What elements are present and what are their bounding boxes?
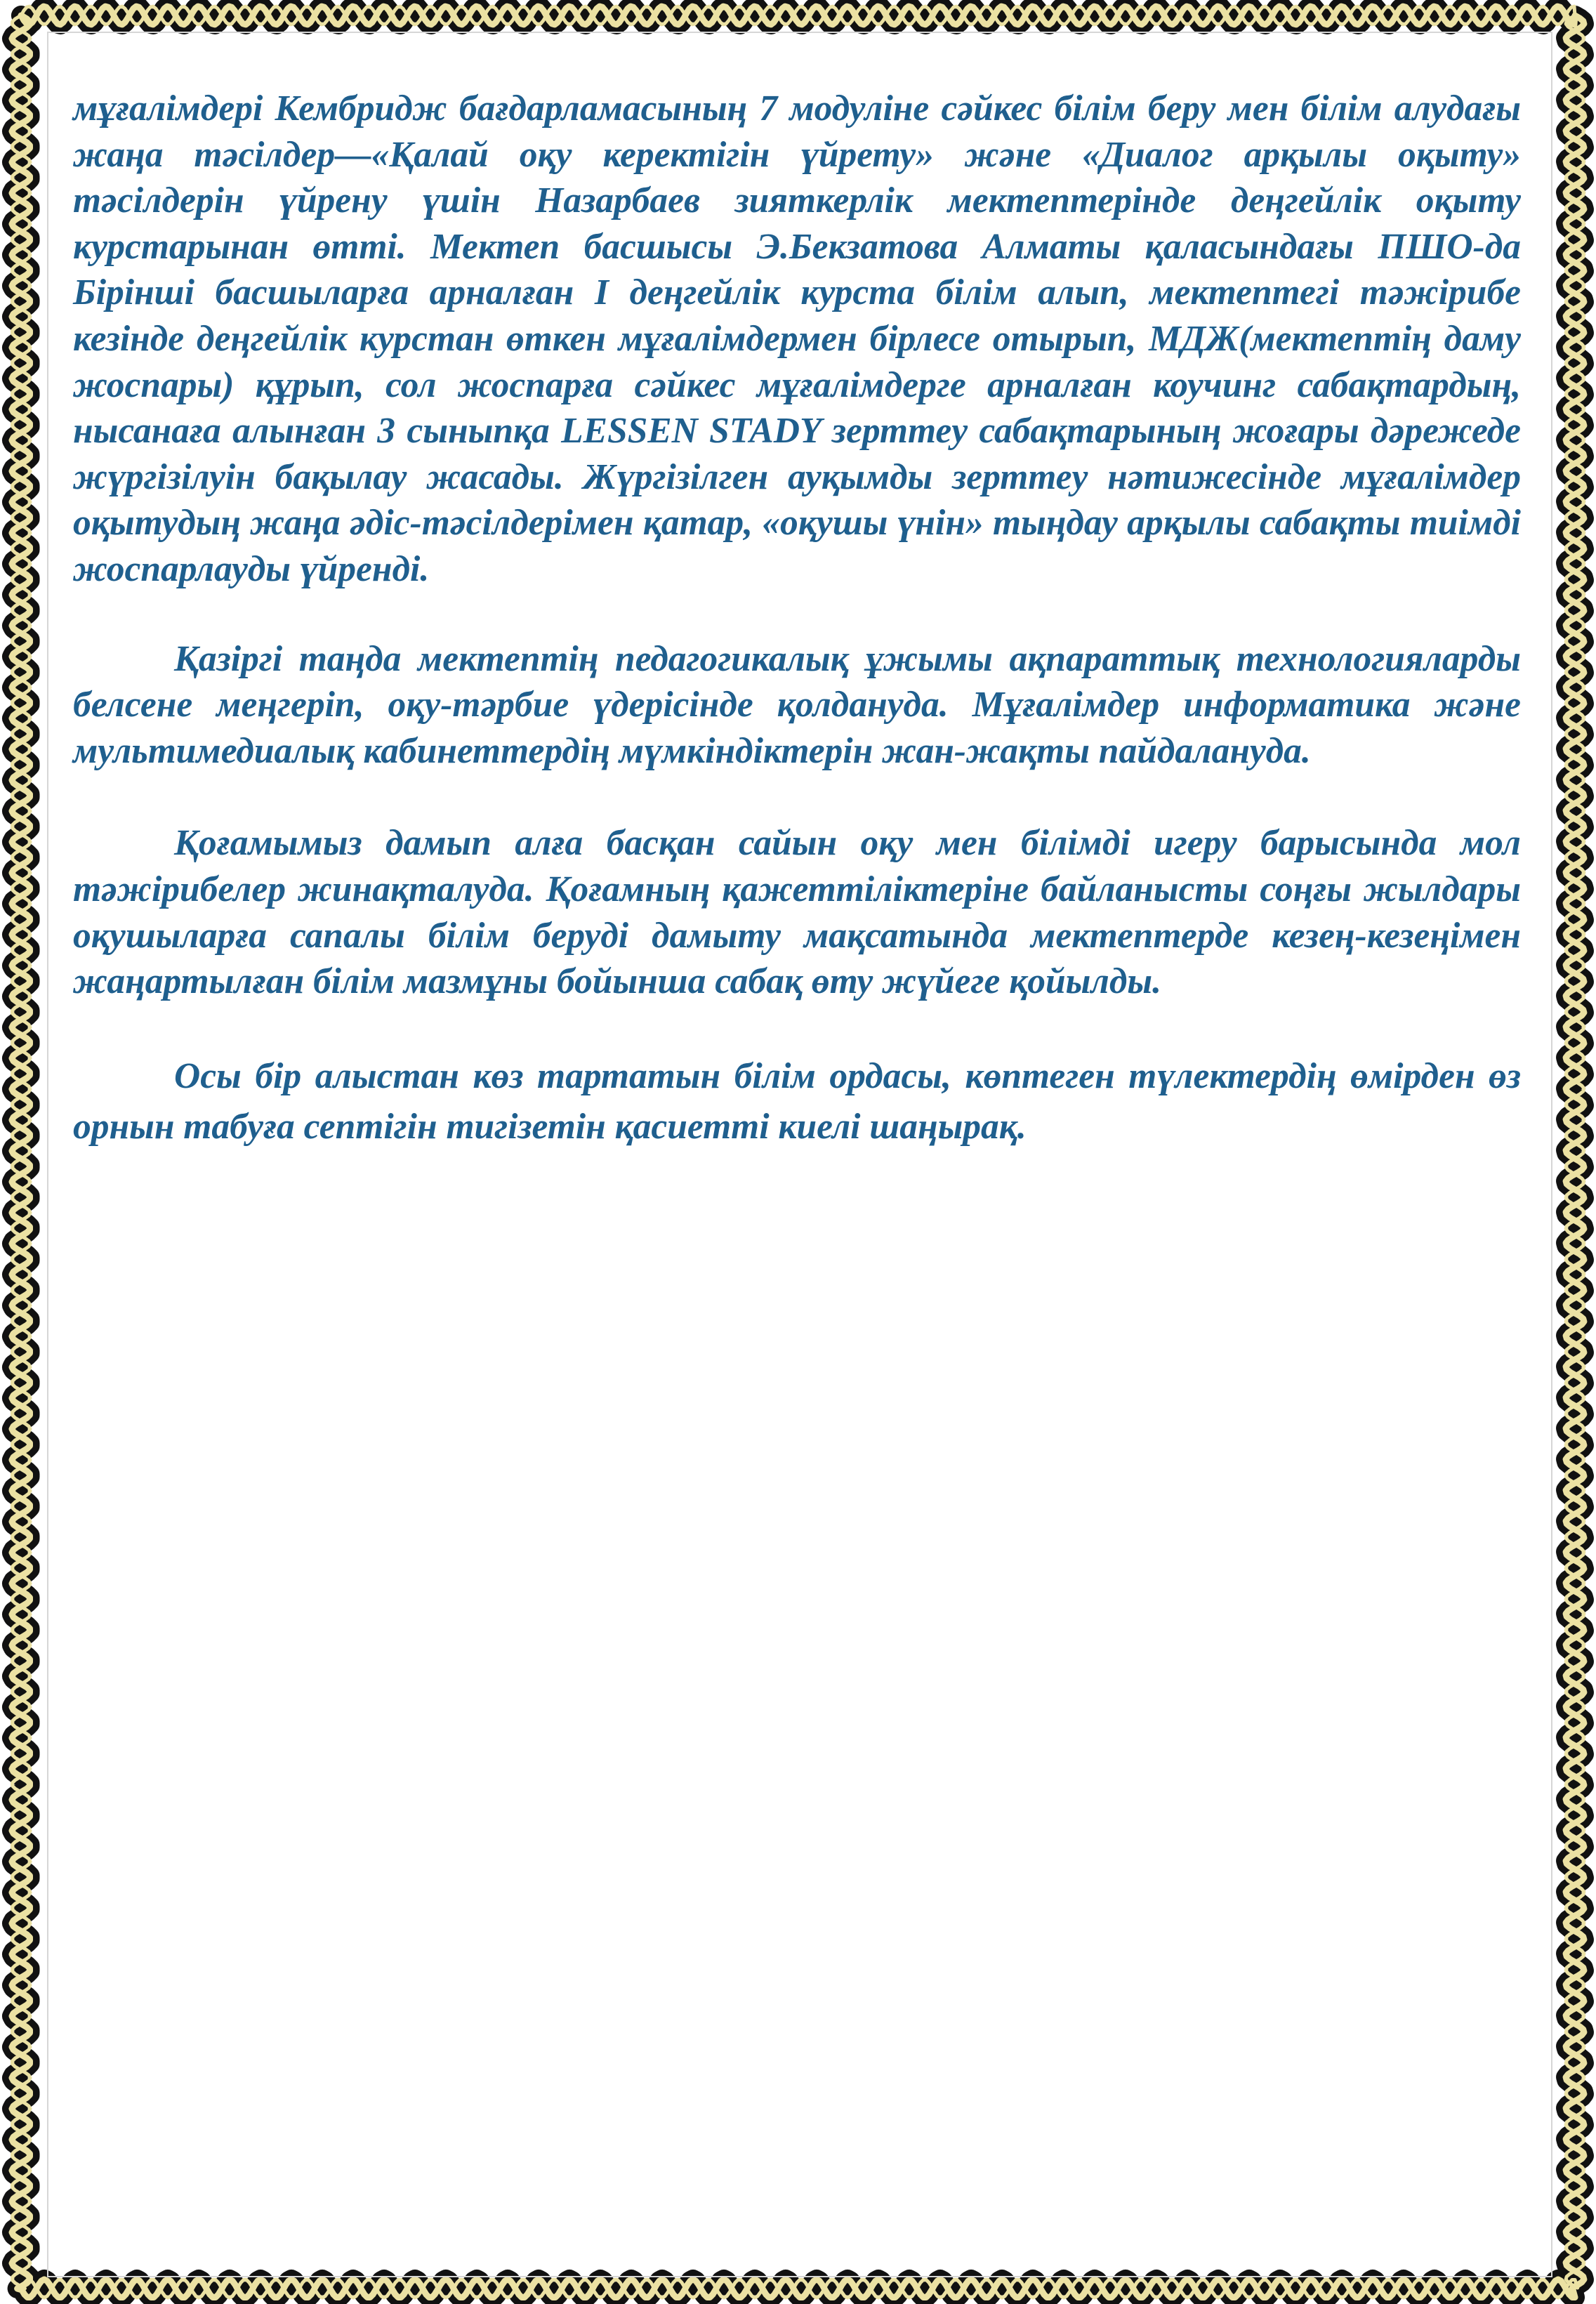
paragraph-2: Қазіргі таңда мектептің педагогикалық ұжымы ақпараттық технологияларды белсене меңгеріп, оқу-тәрбие үдерісінде қолдануда. Мұғалімдер информатика және мультимедиалық кабинеттердің мүмкіндіктерін жан-жақты пайдалануда. xyxy=(73,638,1521,771)
paragraph-3: Қоғамымыз дамып алға басқан сайын оқу мен білімді игеру барысында мол тәжірибелер жинақталуда. Қоғамның қажеттіліктеріне байланысты соңғы жылдары оқушыларға сапалы білім беруді дамыту мақсатында мектептерде кезең-кезеңімен жаңартылған білім мазмұны бойынша сабақ өту жүйеге қойылды. xyxy=(73,823,1521,1002)
paragraph-1: мұғалімдері Кембридж бағдарламасының 7 модуліне сәйкес білім беру мен білім алудағы жаңа тәсілдер—«Қалай оқу керектігін үйрету» және «Диалог арқылы оқыту» тәсілдерін үйрену үшін Назарбаев зияткерлік мектептерінде деңгейлік оқыту курстарынан өтті. Мектеп басшысы Э.Бекзатова Алматы қаласындағы ПШО-да Бірінші басшыларға арналған І деңгейлік курста білім алып, мектептегі тәжірибе кезінде деңгейлік курстан өткен мұғалімдермен бірлесе отырып, МДЖ(мектептің даму жоспары) құрып, сол жоспарға сәйкес мұғалімдерге арналған коучинг сабақтардың, нысанаға алынған 3 сыныпқа LESSEN STADY зерттеу сабақтарының жоғары дәрежеде жүргізілуін бақылау жасады. Жүргізілген ауқымды зерттеу нәтижесінде мұғалімдер оқытудың жаңа әдіс-тәсілдерімен қатар, «оқушы үнін» тыңдау арқылы сабақты тиімді жоспарлауды үйренді. xyxy=(73,88,1521,589)
paragraph-4: Осы бір алыстан көз тартатын білім ордасы, көптеген түлектердің өмірден өз орнын табуға септігін тигізетін қасиетті киелі шаңырақ. xyxy=(73,1055,1521,1147)
document-body xyxy=(73,86,1521,1152)
